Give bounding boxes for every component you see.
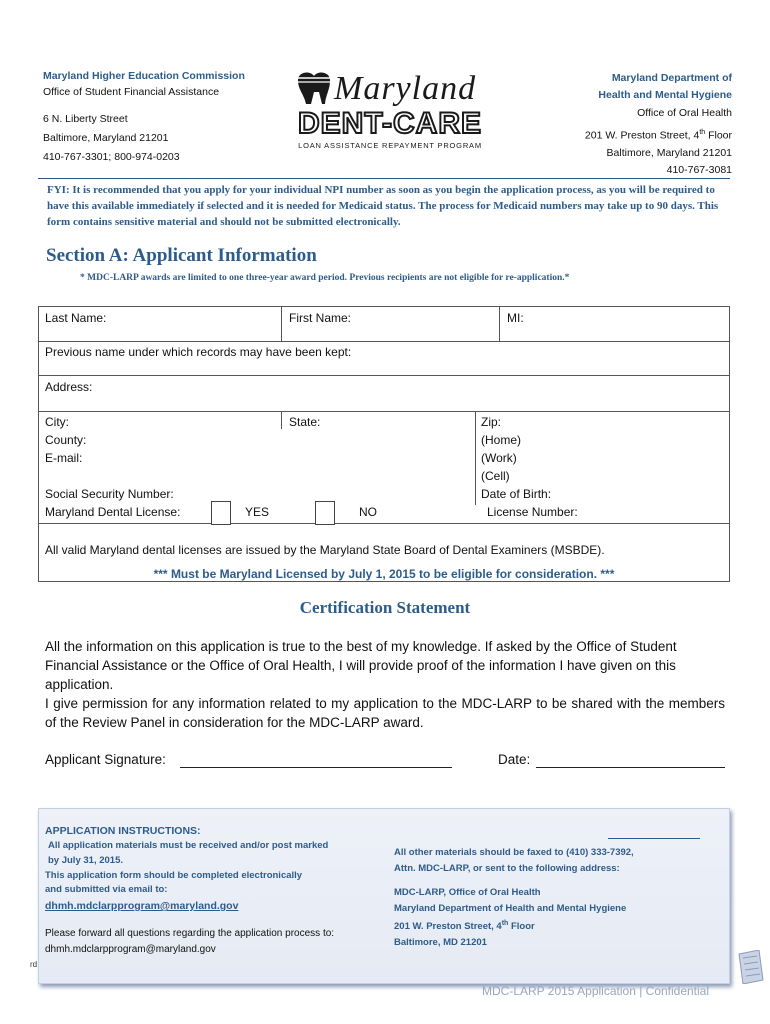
mi-field[interactable]: MI: xyxy=(507,311,524,325)
dob-field[interactable]: Date of Birth: xyxy=(481,487,552,501)
license-yes-checkbox[interactable] xyxy=(211,501,231,525)
instructions-line-4: and submitted via email to: xyxy=(45,884,168,896)
mhec-street: 6 N. Liberty Street xyxy=(43,112,128,125)
mhec-office: Office of Student Financial Assistance xyxy=(43,86,220,99)
first-name-field[interactable]: First Name: xyxy=(289,311,352,325)
instructions-line-5: Please forward all questions regarding the application process to: xyxy=(45,928,335,940)
header-right-address xyxy=(585,70,732,179)
license-number-field[interactable]: License Number: xyxy=(487,505,578,519)
mail-to-line-3: 201 W. Preston Street, 4th Floor xyxy=(394,919,535,932)
dent-care-logo xyxy=(292,70,488,152)
dhmh-phone: 410-767-3081 xyxy=(666,164,732,177)
work-phone-field[interactable]: (Work) xyxy=(481,451,517,465)
license-yes-label: YES xyxy=(245,505,270,519)
fyi-notice: FYI: It is recommended that you apply for your individual NPI number as soon as you begin the application process, as you will be required to have this available immediately if selected and it is needed for Medicaid status. The process for Medicaid numbers may take up to 90 days. This form contains sensitive material and should not be submitted electronically. xyxy=(47,184,719,228)
county-field[interactable]: County: xyxy=(45,433,87,447)
section-a-title: Section A: Applicant Information xyxy=(46,245,317,266)
license-no-label: NO xyxy=(359,505,377,519)
instructions-line-3: This application form should be completed electronically xyxy=(45,869,303,881)
instructions-line-1: All application materials must be received and/or post marked xyxy=(48,840,329,852)
cell-phone-field[interactable]: (Cell) xyxy=(481,469,510,483)
questions-email: dhmh.mdclarpprogram@maryland.gov xyxy=(45,943,216,955)
instructions-divider xyxy=(608,838,700,839)
mail-to-line-2: Maryland Department of Health and Mental Hygiene xyxy=(394,903,627,915)
zip-field[interactable]: Zip: xyxy=(481,415,502,429)
license-deadline-note: *** Must be Maryland Licensed by July 1, 2015 to be eligible for consideration. *** xyxy=(153,567,615,581)
certification-body xyxy=(45,638,725,732)
email-field[interactable]: E-mail: xyxy=(45,451,83,465)
certification-para-2: I give permission for any information related to my application to the MDC-LARP to be shared with the members of the Review Panel in consideration for the MDC-LARP award. xyxy=(45,695,725,730)
mail-to-line-4: Baltimore, MD 21201 xyxy=(394,936,487,948)
mhec-org-name: Maryland Higher Education Commission xyxy=(43,70,245,82)
msbde-note: All valid Maryland dental licenses are issued by the Maryland State Board of Dental Examiners (MSBDE). xyxy=(45,543,605,557)
header-left-address xyxy=(43,68,245,165)
city-field[interactable]: City: xyxy=(45,415,69,429)
attn-line: Attn. MDC-LARP, or sent to the following address: xyxy=(394,863,620,875)
applicant-info-form xyxy=(38,306,730,582)
license-no-checkbox[interactable] xyxy=(315,501,335,525)
instructions-right xyxy=(394,845,634,951)
dhmh-dept-line1: Maryland Department of xyxy=(611,72,732,84)
fax-line: All other materials should be faxed to (410) 333-7392, xyxy=(394,847,634,858)
state-field[interactable]: State: xyxy=(289,415,321,429)
logo-main-text: DENT-CARE xyxy=(297,107,482,140)
date-line[interactable] xyxy=(536,767,725,768)
dhmh-office: Office of Oral Health xyxy=(637,106,732,119)
instructions-line-2: by July 31, 2015. xyxy=(48,854,123,866)
instructions-heading: APPLICATION INSTRUCTIONS: xyxy=(45,825,201,837)
footer-text: MDC-LARP 2015 Application | Confidential xyxy=(482,984,710,998)
signature-label: Applicant Signature: xyxy=(45,752,166,767)
date-label: Date: xyxy=(498,752,531,767)
logo-sub-text: LOAN ASSISTANCE REPAYMENT PROGRAM xyxy=(298,141,482,150)
dhmh-city: Baltimore, Maryland 21201 xyxy=(606,146,732,159)
side-mark: rd xyxy=(30,960,38,969)
submission-email-link[interactable]: dhmh.mdclarpprogram@maryland.gov xyxy=(45,900,239,913)
instructions-left xyxy=(45,823,334,957)
mhec-phones: 410-767-3301; 800-974-0203 xyxy=(43,151,180,164)
certification-title: Certification Statement xyxy=(299,598,471,617)
logo-script-text: Maryland xyxy=(334,70,477,107)
section-a-note: * MDC-LARP awards are limited to one three-year award period. Previous recipients are not eligible for re-application.* xyxy=(80,273,570,283)
ssn-field[interactable]: Social Security Number: xyxy=(45,487,174,501)
home-phone-field[interactable]: (Home) xyxy=(481,433,522,447)
dhmh-dept-line2: Health and Mental Hygiene xyxy=(598,89,732,102)
dhmh-street: 201 W. Preston Street, 4th Floor xyxy=(584,128,732,142)
address-field[interactable]: Address: xyxy=(45,380,93,394)
page-curl-icon xyxy=(737,950,765,984)
mail-to-line-1: MDC-LARP, Office of Oral Health xyxy=(394,887,541,899)
mhec-city: Baltimore, Maryland 21201 xyxy=(43,131,169,144)
last-name-field[interactable]: Last Name: xyxy=(45,311,107,325)
certification-para-1: All the information on this application is true to the best of my knowledge. If asked by the Office of Student Financial Assistance or the Office of Oral Health, I will provide proof of the information I have given on this application. xyxy=(45,639,677,692)
previous-name-field[interactable]: Previous name under which records may have been kept: xyxy=(45,345,352,359)
dental-license-label: Maryland Dental License: xyxy=(45,505,181,519)
header-divider xyxy=(38,178,730,179)
signature-line[interactable] xyxy=(180,767,452,768)
